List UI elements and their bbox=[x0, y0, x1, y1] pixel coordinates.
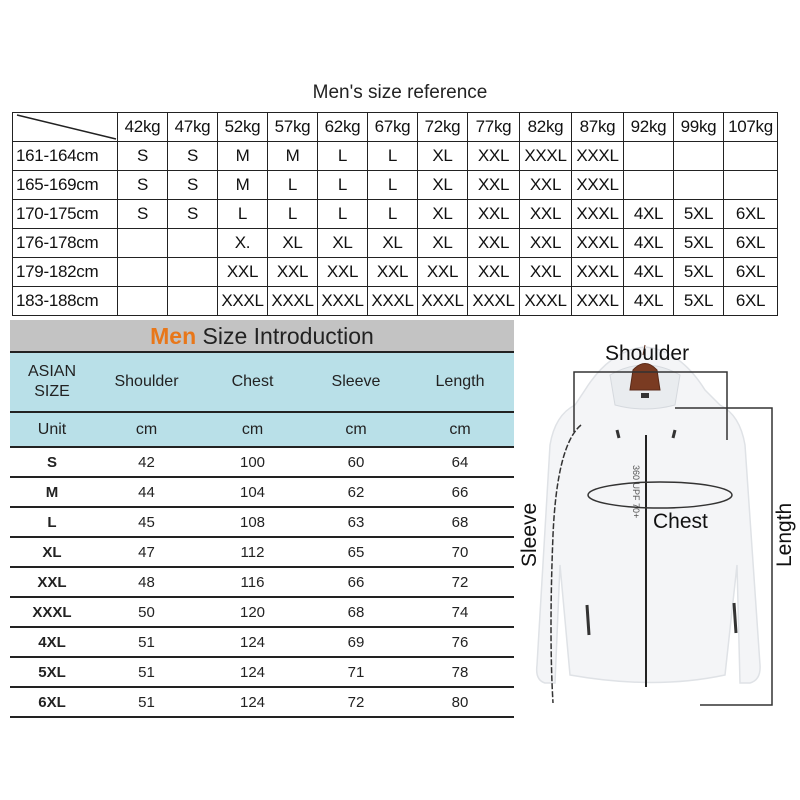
length-value: 64 bbox=[451, 453, 469, 471]
length-value: 78 bbox=[451, 663, 469, 681]
size-cell: L bbox=[368, 142, 418, 171]
size-cell: XL bbox=[318, 229, 368, 258]
diagonal-divider-icon bbox=[13, 113, 118, 141]
unit-sleeve: cm bbox=[345, 420, 367, 438]
weight-header: 87kg bbox=[572, 113, 624, 142]
header-shoulder: Shoulder bbox=[114, 373, 179, 390]
size-cell: 6XL bbox=[724, 287, 778, 316]
height-label: 170-175cm bbox=[13, 200, 118, 229]
reference-row bbox=[13, 258, 778, 287]
shoulder-value: 51 bbox=[138, 633, 155, 651]
size-name: S bbox=[46, 453, 57, 471]
intro-title bbox=[10, 320, 514, 353]
size-cell: XXL bbox=[520, 258, 572, 287]
size-reference-table bbox=[12, 112, 778, 316]
size-cell: XXL bbox=[418, 258, 468, 287]
chest-value: 104 bbox=[239, 483, 266, 501]
size-cell bbox=[674, 142, 724, 171]
chest-value: 124 bbox=[239, 663, 266, 681]
size-cell: L bbox=[268, 200, 318, 229]
size-cell: XXXL bbox=[368, 287, 418, 316]
sleeve-value: 68 bbox=[347, 603, 365, 621]
header-length: Length bbox=[435, 373, 485, 390]
size-cell: L bbox=[268, 171, 318, 200]
size-cell: M bbox=[218, 171, 268, 200]
size-cell: XXL bbox=[368, 258, 418, 287]
reference-row bbox=[13, 142, 778, 171]
size-cell: 6XL bbox=[724, 200, 778, 229]
size-cell: XXXL bbox=[572, 258, 624, 287]
size-cell: L bbox=[218, 200, 268, 229]
unit-length: cm bbox=[449, 420, 471, 438]
size-row bbox=[10, 568, 514, 598]
size-cell: XL bbox=[268, 229, 318, 258]
intro-title-accent: Men bbox=[150, 323, 197, 349]
length-value: 76 bbox=[451, 633, 469, 651]
size-cell: XXL bbox=[468, 229, 520, 258]
size-cell: S bbox=[118, 142, 168, 171]
size-cell: XXXL bbox=[520, 287, 572, 316]
size-cell: XL bbox=[418, 200, 468, 229]
size-cell: XXXL bbox=[520, 142, 572, 171]
size-cell: L bbox=[318, 171, 368, 200]
sleeve-value: 69 bbox=[347, 633, 365, 651]
size-row bbox=[10, 658, 514, 688]
sleeve-value: 65 bbox=[347, 543, 365, 561]
size-cell: 4XL bbox=[624, 200, 674, 229]
size-cell: 5XL bbox=[674, 200, 724, 229]
length-value: 66 bbox=[451, 483, 469, 501]
size-cell bbox=[168, 258, 218, 287]
shoulder-label: Shoulder bbox=[605, 342, 690, 365]
header-sleeve: Sleeve bbox=[331, 373, 381, 390]
size-cell bbox=[118, 287, 168, 316]
size-row bbox=[10, 508, 514, 538]
size-cell bbox=[624, 171, 674, 200]
sleeve-value: 71 bbox=[347, 663, 365, 681]
sleeve-value: 60 bbox=[347, 453, 365, 471]
size-cell: 5XL bbox=[674, 287, 724, 316]
sleeve-label: Sleeve bbox=[518, 502, 541, 567]
size-cell: XXXL bbox=[318, 287, 368, 316]
size-cell: XXXL bbox=[572, 287, 624, 316]
unit-chest: cm bbox=[241, 420, 264, 438]
weight-header: 67kg bbox=[368, 113, 418, 142]
weight-header: 99kg bbox=[674, 113, 724, 142]
size-row bbox=[10, 598, 514, 628]
size-cell: S bbox=[118, 171, 168, 200]
size-cell: XL bbox=[368, 229, 418, 258]
svg-text:360 UPF 70+: 360 UPF 70+ bbox=[631, 465, 641, 519]
chest-value: 124 bbox=[239, 633, 266, 651]
size-cell: L bbox=[318, 142, 368, 171]
size-cell bbox=[168, 229, 218, 258]
size-cell: M bbox=[218, 142, 268, 171]
shoulder-value: 44 bbox=[138, 483, 155, 501]
chest-value: 108 bbox=[239, 513, 266, 531]
size-row bbox=[10, 688, 514, 718]
weight-header: 77kg bbox=[468, 113, 520, 142]
size-cell: XXXL bbox=[218, 287, 268, 316]
size-cell: 6XL bbox=[724, 229, 778, 258]
size-cell: XXL bbox=[468, 200, 520, 229]
size-cell bbox=[624, 142, 674, 171]
reference-row bbox=[13, 171, 778, 200]
shoulder-value: 47 bbox=[138, 543, 155, 561]
height-label: 165-169cm bbox=[13, 171, 118, 200]
size-cell: 4XL bbox=[624, 287, 674, 316]
shoulder-value: 50 bbox=[138, 603, 155, 621]
size-cell: L bbox=[368, 200, 418, 229]
weight-header: 72kg bbox=[418, 113, 468, 142]
size-cell: XXL bbox=[268, 258, 318, 287]
size-cell: L bbox=[318, 200, 368, 229]
chest-value: 112 bbox=[240, 543, 265, 561]
chest-value: 120 bbox=[239, 603, 266, 621]
size-name: M bbox=[45, 483, 59, 501]
length-value: 72 bbox=[451, 573, 469, 591]
unit-label: Unit bbox=[37, 420, 67, 438]
shoulder-value: 48 bbox=[138, 573, 155, 591]
reference-title: Men's size reference bbox=[312, 82, 488, 103]
size-cell: S bbox=[118, 200, 168, 229]
jacket-measurement-diagram bbox=[515, 335, 800, 715]
header-asian-size: ASIAN SIZE bbox=[27, 363, 76, 400]
reference-row bbox=[13, 200, 778, 229]
size-cell: M bbox=[268, 142, 318, 171]
header-chest: Chest bbox=[231, 373, 274, 390]
height-label: 183-188cm bbox=[13, 287, 118, 316]
weight-header: 62kg bbox=[318, 113, 368, 142]
sleeve-value: 62 bbox=[347, 483, 365, 501]
length-value: 74 bbox=[451, 603, 469, 621]
size-cell: XXL bbox=[520, 229, 572, 258]
size-name: XXL bbox=[37, 573, 67, 591]
size-cell: XXXL bbox=[572, 171, 624, 200]
size-cell: XXXL bbox=[468, 287, 520, 316]
chest-value: 124 bbox=[239, 693, 266, 711]
size-cell: XXL bbox=[318, 258, 368, 287]
size-name: XXXL bbox=[32, 603, 72, 621]
size-cell: XXL bbox=[520, 200, 572, 229]
weight-header: 52kg bbox=[218, 113, 268, 142]
size-cell: XXL bbox=[468, 258, 520, 287]
chest-value: 116 bbox=[240, 573, 265, 591]
size-cell: S bbox=[168, 142, 218, 171]
height-label: 161-164cm bbox=[13, 142, 118, 171]
size-row bbox=[10, 628, 514, 658]
reference-row bbox=[13, 229, 778, 258]
size-cell bbox=[118, 229, 168, 258]
size-cell: XL bbox=[418, 171, 468, 200]
weight-header: 82kg bbox=[520, 113, 572, 142]
size-row bbox=[10, 478, 514, 508]
size-cell: 4XL bbox=[624, 258, 674, 287]
sleeve-value: 66 bbox=[347, 573, 365, 591]
size-cell: XXXL bbox=[572, 200, 624, 229]
size-cell: XXXL bbox=[268, 287, 318, 316]
sleeve-value: 72 bbox=[347, 693, 365, 711]
size-cell: XXXL bbox=[572, 142, 624, 171]
size-row bbox=[10, 538, 514, 568]
reference-header-row bbox=[13, 113, 778, 142]
shoulder-value: 51 bbox=[138, 663, 155, 681]
size-cell: X. bbox=[218, 229, 268, 258]
size-row bbox=[10, 448, 514, 478]
size-cell: XL bbox=[418, 142, 468, 171]
size-name: 6XL bbox=[38, 693, 66, 711]
corner-cell bbox=[13, 113, 118, 142]
size-name: L bbox=[47, 513, 57, 531]
chest-label: Chest bbox=[653, 510, 708, 533]
intro-header-row bbox=[10, 353, 514, 413]
size-cell bbox=[118, 258, 168, 287]
weight-header: 42kg bbox=[118, 113, 168, 142]
size-name: XL bbox=[42, 543, 62, 561]
height-label: 176-178cm bbox=[13, 229, 118, 258]
size-cell: XXL bbox=[468, 142, 520, 171]
size-cell: XXL bbox=[468, 171, 520, 200]
length-value: 80 bbox=[451, 693, 469, 711]
size-cell: XXL bbox=[520, 171, 572, 200]
size-cell: 6XL bbox=[724, 258, 778, 287]
size-cell: XXXL bbox=[572, 229, 624, 258]
size-cell: S bbox=[168, 171, 218, 200]
weight-header: 92kg bbox=[624, 113, 674, 142]
weight-header: 47kg bbox=[168, 113, 218, 142]
intro-title-rest: Size Introduction bbox=[196, 323, 374, 349]
size-name: 4XL bbox=[38, 633, 66, 651]
size-cell: XL bbox=[418, 229, 468, 258]
shoulder-value: 42 bbox=[138, 453, 155, 471]
size-name: 5XL bbox=[38, 663, 66, 681]
shoulder-value: 51 bbox=[138, 693, 155, 711]
intro-unit-row bbox=[10, 413, 514, 448]
size-cell bbox=[724, 171, 778, 200]
size-cell bbox=[674, 171, 724, 200]
reference-row bbox=[13, 287, 778, 316]
size-cell bbox=[168, 287, 218, 316]
size-cell: L bbox=[368, 171, 418, 200]
unit-shoulder: cm bbox=[135, 420, 158, 438]
sleeve-value: 63 bbox=[347, 513, 365, 531]
size-cell: 4XL bbox=[624, 229, 674, 258]
size-cell: S bbox=[168, 200, 218, 229]
length-value: 70 bbox=[451, 543, 469, 561]
size-cell: 5XL bbox=[674, 258, 724, 287]
length-value: 68 bbox=[451, 513, 469, 531]
size-cell: 5XL bbox=[674, 229, 724, 258]
size-introduction-table bbox=[10, 320, 514, 718]
size-cell: XXL bbox=[218, 258, 268, 287]
chest-value: 100 bbox=[239, 453, 266, 471]
weight-header: 107kg bbox=[724, 113, 778, 142]
height-label: 179-182cm bbox=[13, 258, 118, 287]
length-label: Length bbox=[773, 502, 796, 567]
size-cell: XXXL bbox=[418, 287, 468, 316]
size-cell bbox=[724, 142, 778, 171]
weight-header: 57kg bbox=[268, 113, 318, 142]
shoulder-value: 45 bbox=[138, 513, 155, 531]
